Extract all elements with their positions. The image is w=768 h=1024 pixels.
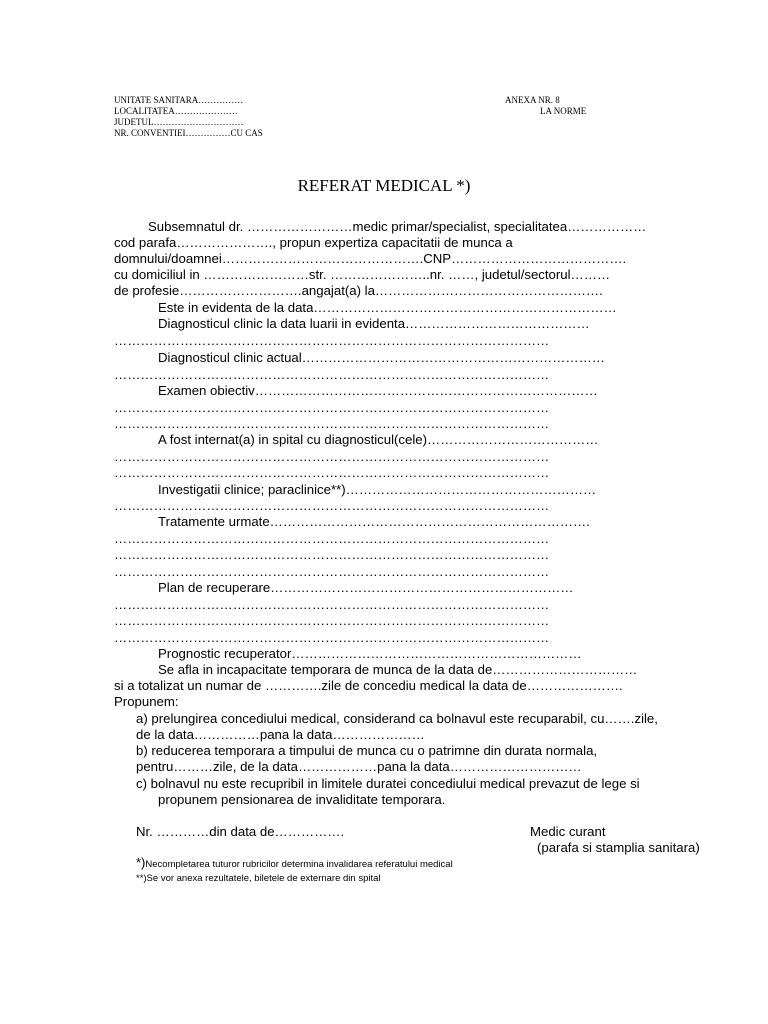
body-line: Diagnosticul clinic la data luarii in evidenta…………………………………… <box>158 316 590 331</box>
body-line: ……………………………………………………………………………………… <box>114 367 550 382</box>
signature-title: Medic curant <box>530 824 606 839</box>
body-line: si a totalizat un numar de ………….zile de concediu medical la data de…………………. <box>114 678 623 693</box>
body-line: cu domiciliul in ……………………str. …………………..nr. ……, judetul/sectorul……… <box>114 267 611 282</box>
body-line: Examen obiectiv…………………………………………………………………… <box>158 383 598 398</box>
header-unit: UNITATE SANITARA…………… <box>114 95 244 105</box>
body-line: A fost internat(a) in spital cu diagnosticul(cele)………………………………… <box>158 432 599 447</box>
number-date-line: Nr. …………din data de……………. <box>136 824 345 839</box>
body-line: cod parafa…………………., propun expertiza capacitatii de munca a <box>114 235 513 250</box>
body-line: Este in evidenta de la data…………………………………………………………… <box>158 300 617 315</box>
body-line: Diagnosticul clinic actual…………………………………………………………… <box>158 350 605 365</box>
footnote-1-marker: *) <box>136 855 146 870</box>
body-line: Propunem: <box>114 694 179 709</box>
body-line: pentru………zile, de la data………………pana la data………………………… <box>136 759 582 774</box>
body-line: ……………………………………………………………………………………… <box>114 630 550 645</box>
proposal-a: a) prelungirea concediului medical, considerand ca bolnavul este recuparabil, cu…….zile, <box>136 711 658 726</box>
body-line: ……………………………………………………………………………………… <box>114 531 550 546</box>
header-annex: ANEXA NR. 8 <box>505 95 560 105</box>
body-line: ……………………………………………………………………………………… <box>114 597 550 612</box>
body-line: de profesie……………………….angajat(a) la……………………………………………. <box>114 283 603 298</box>
body-line: Prognostic recuperator………………………………………………………… <box>158 646 582 661</box>
body-line: ……………………………………………………………………………………… <box>114 465 550 480</box>
body-line: Investigatii clinice; paraclinice**)………………………………………………… <box>158 482 597 497</box>
body-line: ……………………………………………………………………………………… <box>114 416 550 431</box>
body-line: propunem pensionarea de invaliditate temporara. <box>158 792 446 807</box>
footnote-2: **)Se vor anexa rezultatele, biletele de externare din spital <box>136 873 381 884</box>
body-line: ……………………………………………………………………………………… <box>114 564 550 579</box>
body-line: domnului/doamnei……………………………………….CNP…………………………………. <box>114 251 627 266</box>
header-norms: LA NORME <box>540 106 587 116</box>
body-line: Subsemnatul dr. ……………………medic primar/specialist, specialitatea……………… <box>148 219 647 234</box>
body-line: ……………………………………………………………………………………… <box>114 333 550 348</box>
signature-subtitle: (parafa si stamplia sanitara) <box>537 840 700 855</box>
header-county: JUDETUL………………………… <box>114 117 244 127</box>
body-line: Se afla in incapacitate temporara de munca de la data de…………………………… <box>158 662 638 677</box>
body-line: ……………………………………………………………………………………… <box>114 613 550 628</box>
body-line: ……………………………………………………………………………………… <box>114 547 550 562</box>
proposal-c: c) bolnavul nu este recupribil in limitele duratei concediului medical prevazut de lege si <box>136 776 640 791</box>
body-line: ……………………………………………………………………………………… <box>114 498 550 513</box>
footnote-1-text: Necompletarea tuturor rubricilor determina invalidarea referatului medical <box>145 859 453 870</box>
body-line: Plan de recuperare…………………………………………………………… <box>158 580 574 595</box>
header-convention: NR. CONVENTIEI……………CU CAS <box>114 128 263 138</box>
proposal-b: b) reducerea temporara a timpului de munca cu o patrimne din durata normala, <box>136 743 598 758</box>
body-line: ……………………………………………………………………………………… <box>114 400 550 415</box>
header-locality: LOCALITATEA………………… <box>114 106 238 116</box>
footnote-1 <box>136 857 453 870</box>
body-line: Tratamente urmate………………………………………………………………. <box>158 514 590 529</box>
document-title: REFERAT MEDICAL *) <box>297 176 471 195</box>
body-line: de la data……………pana la data………………… <box>136 727 425 742</box>
body-line: ……………………………………………………………………………………… <box>114 449 550 464</box>
